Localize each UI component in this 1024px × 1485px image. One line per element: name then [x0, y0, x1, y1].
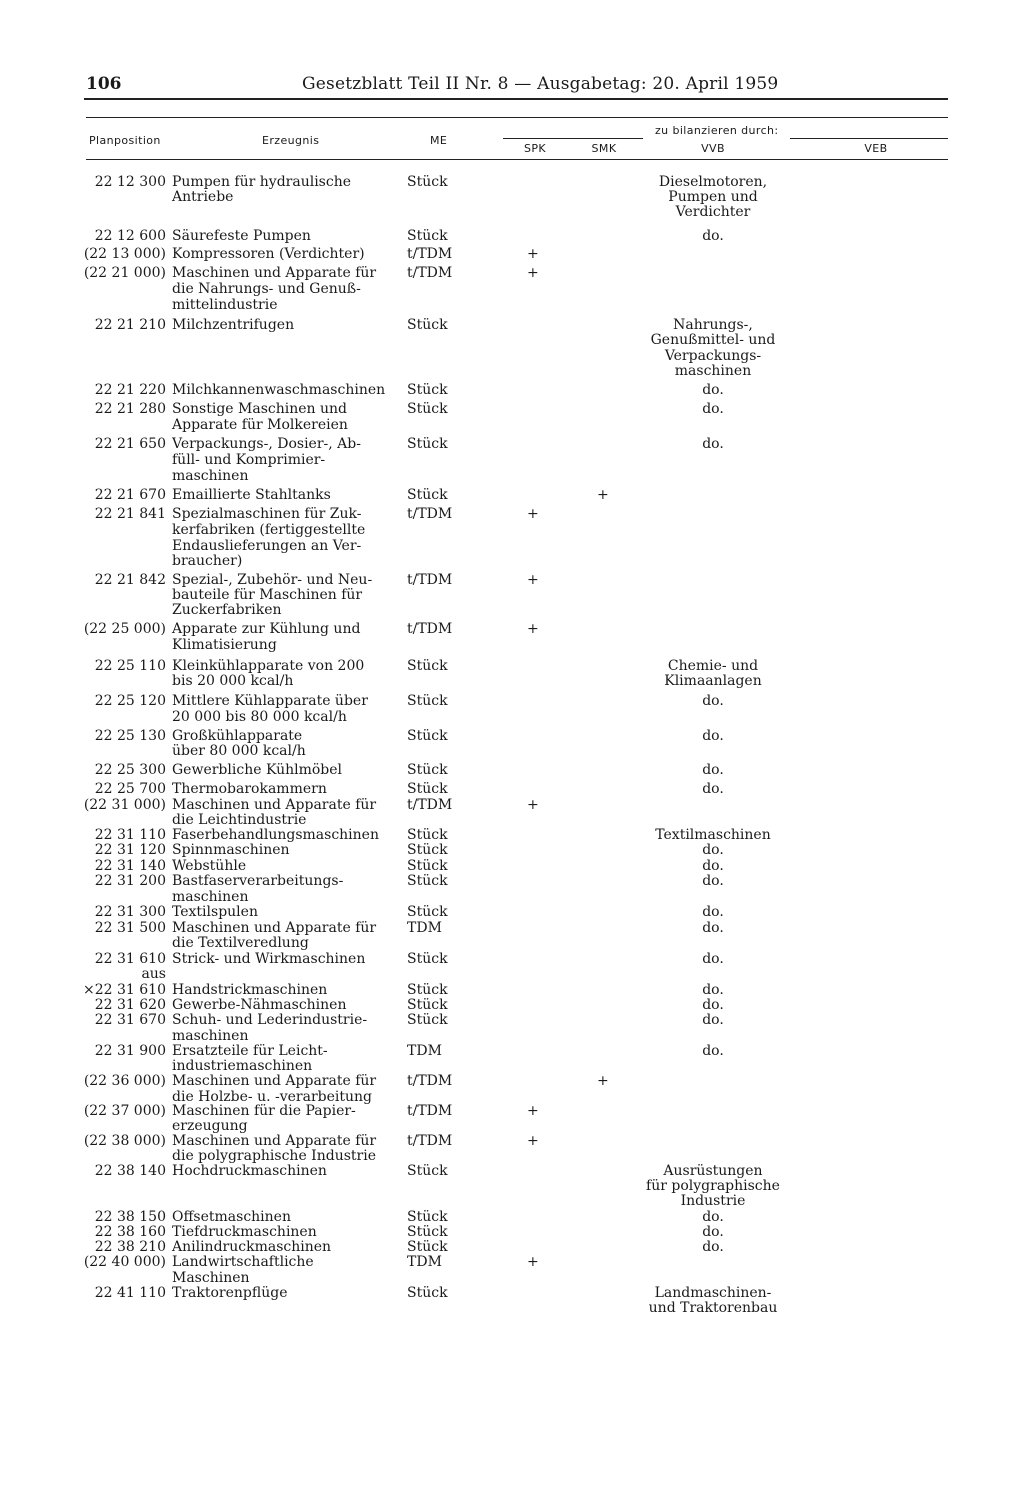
- row-me: t/TDM: [407, 506, 453, 522]
- row-erzeugnis: Spezialmaschinen für Zuk-: [172, 506, 362, 522]
- table-line: [0, 332, 1024, 348]
- row-planposition: 22 25 130: [94, 728, 166, 744]
- row-erzeugnis: über 80 000 kcal/h: [172, 743, 306, 759]
- row-spk-mark: +: [527, 1254, 539, 1270]
- table-line: [0, 1193, 1024, 1209]
- table-line: [0, 1058, 1024, 1074]
- row-me: Stück: [407, 1239, 448, 1255]
- row-vvb: do.: [702, 382, 724, 398]
- row-planposition: 22 21 210: [94, 317, 166, 333]
- row-erzeugnis: Endauslieferungen an Ver-: [172, 538, 362, 554]
- col-erzeugnis: Erzeugnis: [262, 134, 320, 147]
- row-planposition: (22 40 000): [83, 1254, 166, 1270]
- table-line: [0, 382, 1024, 398]
- table-line: [0, 602, 1024, 618]
- col-smk: SMK: [591, 142, 617, 155]
- table-line: [0, 1178, 1024, 1194]
- group-rule-right: [790, 138, 948, 139]
- col-vvb: VVB: [701, 142, 725, 155]
- table-line: [0, 246, 1024, 262]
- row-erzeugnis: maschinen: [172, 468, 249, 484]
- row-me: Stück: [407, 436, 448, 452]
- row-vvb: Industrie: [680, 1193, 746, 1209]
- row-spk-mark: +: [527, 572, 539, 588]
- row-erzeugnis: Offsetmaschinen: [172, 1209, 291, 1225]
- row-planposition: 22 21 650: [94, 436, 166, 452]
- table-line: [0, 553, 1024, 569]
- row-me: Stück: [407, 401, 448, 417]
- row-vvb: do.: [702, 228, 724, 244]
- row-erzeugnis: Ersatzteile für Leicht-: [172, 1043, 328, 1059]
- row-planposition: (22 38 000): [83, 1133, 166, 1149]
- table-line: [0, 842, 1024, 858]
- table-line: [0, 873, 1024, 889]
- row-erzeugnis: Webstühle: [172, 858, 247, 874]
- row-erzeugnis: Apparate zur Kühlung und: [172, 621, 361, 637]
- row-erzeugnis: bauteile für Maschinen für: [172, 587, 363, 603]
- row-erzeugnis: Kompressoren (Verdichter): [172, 246, 365, 262]
- table-line: [0, 1209, 1024, 1225]
- row-erzeugnis: Säurefeste Pumpen: [172, 228, 311, 244]
- row-planposition: 22 31 120: [94, 842, 166, 858]
- row-vvb: do.: [702, 1209, 724, 1225]
- row-planposition: ×22 31 610: [83, 982, 166, 998]
- row-me: Stück: [407, 174, 448, 190]
- row-erzeugnis: Bastfaserverarbeitungs-: [172, 873, 344, 889]
- row-smk-mark: +: [597, 487, 609, 503]
- table-line: [0, 658, 1024, 674]
- col-planposition: Planposition: [89, 134, 161, 147]
- table-line: [0, 673, 1024, 689]
- table-line: [0, 452, 1024, 468]
- row-me: Stück: [407, 658, 448, 674]
- row-planposition: (22 13 000): [83, 246, 166, 262]
- running-title: Gesetzblatt Teil II Nr. 8 — Ausgabetag: 20. April 1959: [302, 74, 779, 94]
- row-me: Stück: [407, 1285, 448, 1301]
- row-planposition: 22 21 842: [94, 572, 166, 588]
- row-planposition: 22 38 210: [94, 1239, 166, 1255]
- row-erzeugnis: Kleinkühlapparate von 200: [172, 658, 365, 674]
- row-me: Stück: [407, 1163, 448, 1179]
- row-me: Stück: [407, 997, 448, 1013]
- row-me: Stück: [407, 827, 448, 843]
- row-erzeugnis: Thermobarokammern: [172, 781, 327, 797]
- table-line: [0, 781, 1024, 797]
- table-line: [0, 1012, 1024, 1028]
- row-me: Stück: [407, 781, 448, 797]
- row-me: t/TDM: [407, 265, 453, 281]
- table-line: [0, 572, 1024, 588]
- row-planposition: 22 21 220: [94, 382, 166, 398]
- row-planposition: (22 21 000): [83, 265, 166, 281]
- row-me: Stück: [407, 904, 448, 920]
- row-erzeugnis: kerfabriken (fertiggestellte: [172, 522, 366, 538]
- row-erzeugnis: die Textilveredlung: [172, 935, 309, 951]
- row-vvb: do.: [702, 858, 724, 874]
- row-erzeugnis: Hochdruckmaschinen: [172, 1163, 327, 1179]
- table-line: [0, 827, 1024, 843]
- row-planposition: 22 25 700: [94, 781, 166, 797]
- table-line: [0, 1148, 1024, 1164]
- table-line: [0, 417, 1024, 433]
- row-erzeugnis: Mittlere Kühlapparate über: [172, 693, 368, 709]
- row-me: Stück: [407, 873, 448, 889]
- row-vvb: do.: [702, 728, 724, 744]
- row-vvb: für polygraphische: [646, 1178, 780, 1194]
- table-line: [0, 621, 1024, 637]
- row-erzeugnis: Spezial-, Zubehör- und Neu-: [172, 572, 373, 588]
- table-line: [0, 1224, 1024, 1240]
- table-line: [0, 538, 1024, 554]
- table-line: [0, 935, 1024, 951]
- row-spk-mark: +: [527, 246, 539, 262]
- table-line: [0, 1043, 1024, 1059]
- row-me: t/TDM: [407, 797, 453, 813]
- row-me: t/TDM: [407, 1073, 453, 1089]
- row-me: t/TDM: [407, 621, 453, 637]
- row-erzeugnis: die Leichtindustrie: [172, 812, 307, 828]
- table-line: [0, 204, 1024, 220]
- row-erzeugnis: Antriebe: [172, 189, 234, 205]
- table-line: [0, 966, 1024, 982]
- row-planposition: 22 31 110: [94, 827, 166, 843]
- row-erzeugnis: die Holzbe- u. -verarbeitung: [172, 1089, 373, 1105]
- row-planposition: 22 12 300: [94, 174, 166, 190]
- row-me: Stück: [407, 1209, 448, 1225]
- row-me: Stück: [407, 317, 448, 333]
- row-erzeugnis: Handstrickmaschinen: [172, 982, 328, 998]
- row-me: Stück: [407, 762, 448, 778]
- row-erzeugnis: Gewerbliche Kühlmöbel: [172, 762, 343, 778]
- row-spk-mark: +: [527, 621, 539, 637]
- table-line: [0, 997, 1024, 1013]
- row-erzeugnis: Maschinen und Apparate für: [172, 920, 377, 936]
- row-spk-mark: +: [527, 265, 539, 281]
- row-erzeugnis: Strick- und Wirkmaschinen: [172, 951, 366, 967]
- row-erzeugnis: Gewerbe-Nähmaschinen: [172, 997, 347, 1013]
- row-me: Stück: [407, 728, 448, 744]
- row-vvb: do.: [702, 1012, 724, 1028]
- table-line: [0, 436, 1024, 452]
- table-line: [0, 904, 1024, 920]
- table-line: [0, 297, 1024, 313]
- row-erzeugnis: Textilspulen: [172, 904, 258, 920]
- table-line: [0, 281, 1024, 297]
- table-line: [0, 1163, 1024, 1179]
- row-erzeugnis: die Nahrungs- und Genuß-: [172, 281, 361, 297]
- table-line: [0, 693, 1024, 709]
- table-line: [0, 1028, 1024, 1044]
- row-vvb: Landmaschinen-: [654, 1285, 772, 1301]
- table-line: [0, 812, 1024, 828]
- row-erzeugnis: maschinen: [172, 1028, 249, 1044]
- row-erzeugnis: mittelindustrie: [172, 297, 278, 313]
- row-erzeugnis: Traktorenpflüge: [172, 1285, 288, 1301]
- table-top-rule: [86, 117, 948, 118]
- row-erzeugnis: maschinen: [172, 889, 249, 905]
- row-vvb: do.: [702, 920, 724, 936]
- row-spk-mark: +: [527, 797, 539, 813]
- table-line: [0, 1103, 1024, 1119]
- row-erzeugnis: Landwirtschaftliche: [172, 1254, 314, 1270]
- row-planposition: 22 31 300: [94, 904, 166, 920]
- col-veb: VEB: [864, 142, 888, 155]
- header-rule: [84, 98, 948, 100]
- row-me: Stück: [407, 228, 448, 244]
- row-spk-mark: +: [527, 1103, 539, 1119]
- row-planposition: 22 31 140: [94, 858, 166, 874]
- row-vvb: do.: [702, 693, 724, 709]
- table-line: [0, 709, 1024, 725]
- row-erzeugnis: Sonstige Maschinen und: [172, 401, 347, 417]
- row-erzeugnis: Verpackungs-, Dosier-, Ab-: [172, 436, 361, 452]
- row-erzeugnis: Pumpen für hydraulische: [172, 174, 351, 190]
- row-me: Stück: [407, 842, 448, 858]
- row-erzeugnis: Maschinen und Apparate für: [172, 1073, 377, 1089]
- row-planposition: 22 41 110: [94, 1285, 166, 1301]
- table-line: [0, 889, 1024, 905]
- row-vvb: do.: [702, 401, 724, 417]
- row-erzeugnis: Milchzentrifugen: [172, 317, 295, 333]
- table-line: [0, 174, 1024, 190]
- row-erzeugnis: Klimatisierung: [172, 637, 277, 653]
- row-vvb: do.: [702, 842, 724, 858]
- row-spk-mark: +: [527, 1133, 539, 1149]
- row-erzeugnis: Apparate für Molkereien: [172, 417, 348, 433]
- row-erzeugnis: Anilindruckmaschinen: [172, 1239, 332, 1255]
- table-line: [0, 1073, 1024, 1089]
- col-me: ME: [430, 134, 448, 147]
- table-line: [0, 1270, 1024, 1286]
- row-vvb: Genußmittel- und: [650, 332, 776, 348]
- row-vvb: und Traktorenbau: [648, 1300, 778, 1316]
- row-vvb: Klimaanlagen: [664, 673, 762, 689]
- col-zu-bilanzieren: zu bilanzieren durch:: [655, 124, 779, 137]
- row-vvb: Ausrüstungen: [663, 1163, 763, 1179]
- row-me: Stück: [407, 982, 448, 998]
- row-erzeugnis: Maschinen und Apparate für: [172, 797, 377, 813]
- row-erzeugnis: erzeugung: [172, 1118, 248, 1134]
- row-erzeugnis: bis 20 000 kcal/h: [172, 673, 294, 689]
- row-planposition: 22 31 500: [94, 920, 166, 936]
- row-me: Stück: [407, 382, 448, 398]
- table-line: [0, 743, 1024, 759]
- row-me: Stück: [407, 1012, 448, 1028]
- row-vvb: Pumpen und: [668, 189, 758, 205]
- row-planposition: 22 31 610: [94, 951, 166, 967]
- row-planposition: 22 25 110: [94, 658, 166, 674]
- table-line: [0, 228, 1024, 244]
- table-head-rule: [86, 159, 948, 160]
- row-planposition: 22 38 140: [94, 1163, 166, 1179]
- table-line: [0, 522, 1024, 538]
- row-me: Stück: [407, 1224, 448, 1240]
- row-erzeugnis: Tiefdruckmaschinen: [172, 1224, 317, 1240]
- row-me: TDM: [407, 920, 442, 936]
- row-erzeugnis: Großkühlapparate: [172, 728, 303, 744]
- row-me: t/TDM: [407, 1133, 453, 1149]
- table-line: [0, 265, 1024, 281]
- row-planposition: 22 21 670: [94, 487, 166, 503]
- page-number: 106: [86, 74, 122, 94]
- col-spk: SPK: [523, 142, 547, 155]
- row-planposition: 22 25 300: [94, 762, 166, 778]
- row-planposition: 22 38 160: [94, 1224, 166, 1240]
- table-line: [0, 487, 1024, 503]
- table-line: [0, 348, 1024, 364]
- row-erzeugnis: industriemaschinen: [172, 1058, 313, 1074]
- group-rule-left: [503, 138, 643, 139]
- row-vvb: Nahrungs-,: [673, 317, 753, 333]
- row-planposition: 22 31 670: [94, 1012, 166, 1028]
- row-planposition: (22 31 000): [83, 797, 166, 813]
- row-planposition: (22 36 000): [83, 1073, 166, 1089]
- row-planposition: 22 21 841: [94, 506, 166, 522]
- row-vvb: do.: [702, 951, 724, 967]
- row-me: Stück: [407, 693, 448, 709]
- row-erzeugnis: Maschinen und Apparate für: [172, 265, 377, 281]
- row-planposition: (22 37 000): [83, 1103, 166, 1119]
- row-vvb: do.: [702, 982, 724, 998]
- row-erzeugnis: Maschinen: [172, 1270, 250, 1286]
- row-vvb: do.: [702, 873, 724, 889]
- row-planposition: 22 21 280: [94, 401, 166, 417]
- row-planposition: 22 12 600: [94, 228, 166, 244]
- row-vvb: do.: [702, 1239, 724, 1255]
- table-line: [0, 920, 1024, 936]
- table-line: [0, 189, 1024, 205]
- table-line: [0, 858, 1024, 874]
- row-planposition: 22 31 620: [94, 997, 166, 1013]
- row-vvb: do.: [702, 1224, 724, 1240]
- row-planposition: 22 31 900: [94, 1043, 166, 1059]
- row-me: Stück: [407, 858, 448, 874]
- row-me: t/TDM: [407, 246, 453, 262]
- row-me: t/TDM: [407, 1103, 453, 1119]
- row-me: TDM: [407, 1254, 442, 1270]
- table-line: [0, 1133, 1024, 1149]
- row-erzeugnis: Faserbehandlungsmaschinen: [172, 827, 379, 843]
- row-erzeugnis: Emaillierte Stahltanks: [172, 487, 331, 503]
- row-planposition: 22 31 200: [94, 873, 166, 889]
- row-erzeugnis: Schuh- und Lederindustrie-: [172, 1012, 368, 1028]
- row-vvb: do.: [702, 436, 724, 452]
- row-smk-mark: +: [597, 1073, 609, 1089]
- table-line: [0, 1239, 1024, 1255]
- row-erzeugnis: 20 000 bis 80 000 kcal/h: [172, 709, 347, 725]
- row-erzeugnis: Zuckerfabriken: [172, 602, 282, 618]
- table-line: [0, 1118, 1024, 1134]
- row-erzeugnis: Maschinen und Apparate für: [172, 1133, 377, 1149]
- table-line: [0, 587, 1024, 603]
- row-me: TDM: [407, 1043, 442, 1059]
- row-vvb: do.: [702, 1043, 724, 1059]
- table-line: [0, 982, 1024, 998]
- row-vvb: Dieselmotoren,: [658, 174, 768, 190]
- row-vvb: do.: [702, 762, 724, 778]
- row-planposition: 22 38 150: [94, 1209, 166, 1225]
- row-erzeugnis: Spinnmaschinen: [172, 842, 290, 858]
- row-planposition: (22 25 000): [83, 621, 166, 637]
- row-spk-mark: +: [527, 506, 539, 522]
- table-line: [0, 468, 1024, 484]
- table-line: [0, 797, 1024, 813]
- row-vvb: Chemie- und: [667, 658, 759, 674]
- table-line: [0, 317, 1024, 333]
- row-me: t/TDM: [407, 572, 453, 588]
- row-me: Stück: [407, 487, 448, 503]
- table-line: [0, 363, 1024, 379]
- row-erzeugnis: die polygraphische Industrie: [172, 1148, 376, 1164]
- table-line: [0, 762, 1024, 778]
- table-line: [0, 728, 1024, 744]
- table-line: [0, 637, 1024, 653]
- row-vvb: do.: [702, 997, 724, 1013]
- row-vvb: do.: [702, 781, 724, 797]
- table-line: [0, 1300, 1024, 1316]
- row-vvb: maschinen: [674, 363, 752, 379]
- table-line: [0, 951, 1024, 967]
- table-line: [0, 1285, 1024, 1301]
- row-planposition: 22 25 120: [94, 693, 166, 709]
- row-erzeugnis: Maschinen für die Papier-: [172, 1103, 356, 1119]
- table-line: [0, 401, 1024, 417]
- row-vvb: do.: [702, 904, 724, 920]
- row-vvb: Textilmaschinen: [655, 827, 771, 843]
- row-erzeugnis: Milchkannenwaschmaschinen: [172, 382, 386, 398]
- row-me: Stück: [407, 951, 448, 967]
- table-line: [0, 506, 1024, 522]
- row-planposition: aus: [141, 966, 166, 982]
- row-vvb: Verpackungs-: [664, 348, 762, 364]
- row-vvb: Verdichter: [675, 204, 751, 220]
- table-line: [0, 1254, 1024, 1270]
- row-erzeugnis: braucher): [172, 553, 243, 569]
- row-erzeugnis: füll- und Komprimier-: [172, 452, 326, 468]
